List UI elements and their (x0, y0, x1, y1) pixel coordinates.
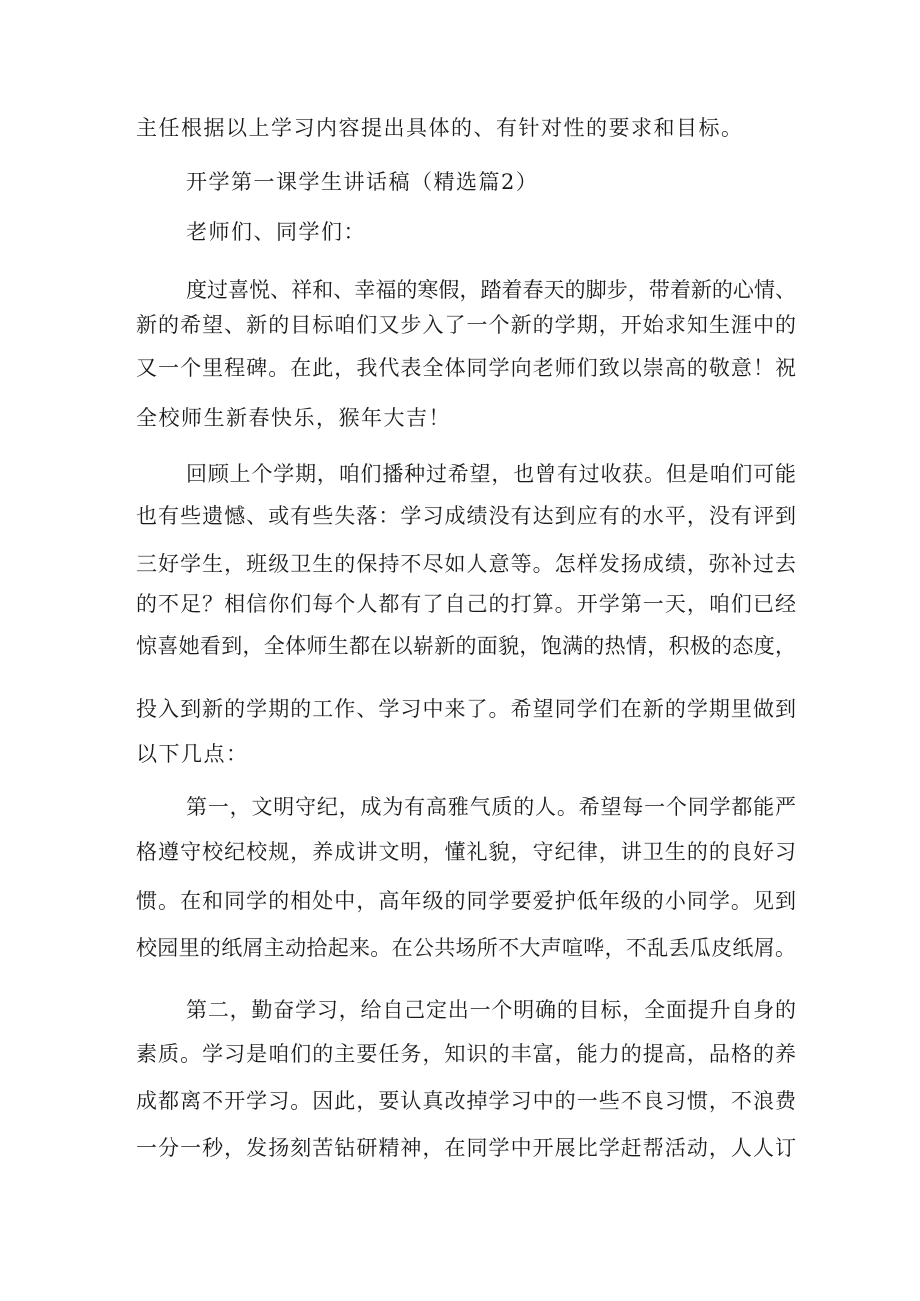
text-line: 素质。学习是咱们的主要任务，知识的丰富，能力的提高，品格的养 (136, 1042, 796, 1066)
text-line: 也有些遗憾、或有些失落：学习成绩没有达到应有的水平，没有评到 (136, 504, 796, 528)
text-line: 惯。在和同学的相处中，高年级的同学要爱护低年级的小同学。见到 (136, 889, 796, 913)
text-line: 格遵守校纪校规，养成讲文明，懂礼貌，守纪律，讲卫生的的良好习 (136, 840, 796, 864)
text-line: 新的希望、新的目标咱们又步入了一个新的学期，开始求知生涯中的 (136, 313, 796, 337)
text-line: 全校师生新春快乐，猴年大吉！ (136, 406, 451, 430)
section-heading: 开学第一课学生讲话稿（精选篇2） (186, 170, 539, 194)
text-line: 的不足？相信你们每个人都有了自己的打算。开学第一天，咱们已经 (136, 592, 796, 616)
text-line: 主任根据以上学习内容提出具体的、有针对性的要求和目标。 (136, 116, 744, 140)
text-line: 回顾上个学期，咱们播种过希望，也曾有过收获。但是咱们可能 (186, 462, 796, 486)
text-line: 成都离不开学习。因此，要认真改掉学习中的一些不良习惯，不浪费 (136, 1089, 796, 1113)
text-line: 校园里的纸屑主动拾起来。在公共场所不大声喧哗，不乱丢瓜皮纸屑。 (136, 936, 796, 960)
text-line: 惊喜她看到，全体师生都在以崭新的面貌，饱满的热情，积极的态度， (136, 634, 796, 658)
text-line: 以下几点： (136, 742, 249, 766)
text-line: 一分一秒，发扬刻苦钻研精神，在同学中开展比学赶帮活动，人人订 (136, 1136, 796, 1160)
text-line: 第二，勤奋学习，给自己定出一个明确的目标，全面提升自身的 (186, 998, 796, 1022)
text-line: 投入到新的学期的工作、学习中来了。希望同学们在新的学期里做到 (136, 697, 796, 721)
text-line: 又一个里程碑。在此，我代表全体同学向老师们致以崇高的敬意！祝 (136, 356, 796, 380)
text-line: 度过喜悦、祥和、幸福的寒假，踏着春天的脚步，带着新的心情、 (186, 278, 796, 302)
text-line: 第一，文明守纪，成为有高雅气质的人。希望每一个同学都能严 (186, 795, 796, 819)
text-line: 三好学生，班级卫生的保持不尽如人意等。怎样发扬成绩，弥补过去 (136, 552, 796, 576)
salutation: 老师们、同学们： (186, 220, 366, 244)
